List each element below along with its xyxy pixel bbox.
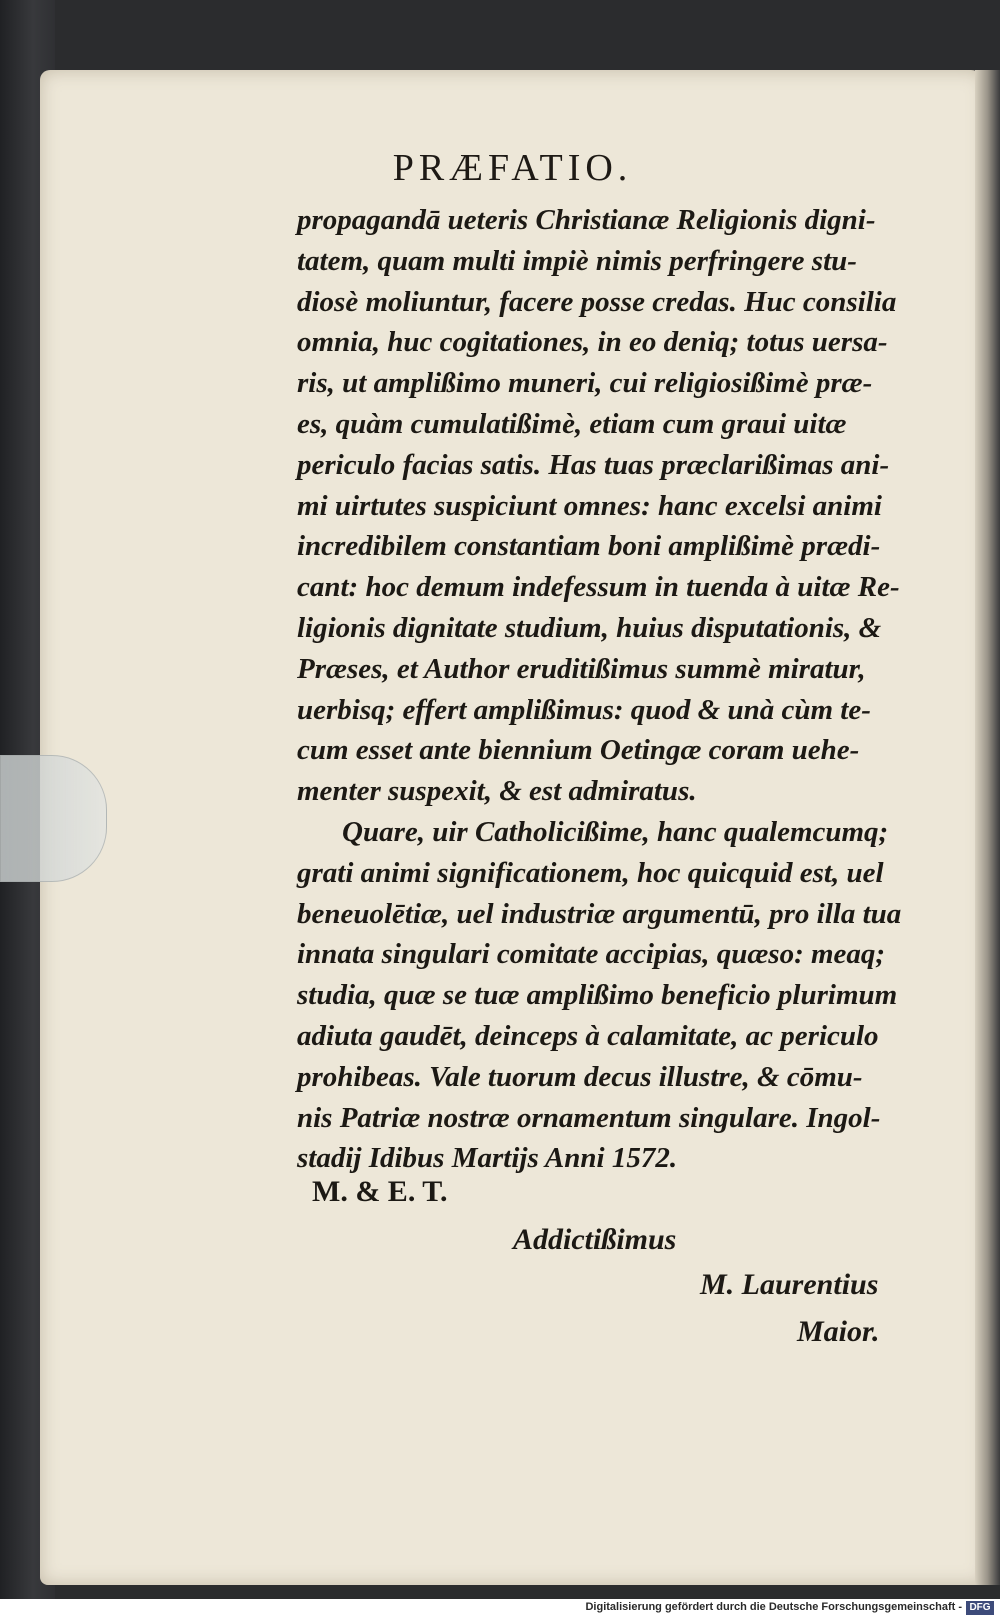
text-line: es, quàm cumulatißimè, etiam cum graui uitæ xyxy=(297,407,847,440)
text-line: uerbisq; effert amplißimus: quod & unà cùm te- xyxy=(297,693,871,726)
body-text xyxy=(297,200,947,1179)
book-page xyxy=(40,70,985,1585)
text-line: cum esset ante biennium Oetingæ coram uehe- xyxy=(297,734,860,767)
signature-initials: M. & E. T. xyxy=(312,1175,448,1208)
signature-closing: Addictißimus xyxy=(513,1223,677,1256)
running-head: PRÆFATIO. xyxy=(392,147,633,189)
page-edge xyxy=(975,70,1000,1585)
text-line: innata singulari comitate accipias, quæso: meaq; xyxy=(297,938,886,971)
text-line: propagandā ueteris Christianæ Religionis digni- xyxy=(297,204,876,236)
text-line: omnia, huc cogitationes, in eo deniq; totus uersa- xyxy=(297,326,888,359)
text-line: stadij Idibus Martijs Anni 1572. xyxy=(297,1142,678,1175)
text-line: prohibeas. Vale tuorum decus illustre, & cōmu- xyxy=(297,1060,863,1093)
text-line: mi uirtutes suspiciunt omnes: hanc excelsi animi xyxy=(297,489,882,522)
text-line: grati animi significationem, hoc quicquid est, uel xyxy=(297,856,884,889)
text-line: ligionis dignitate studium, huius disputationis, & xyxy=(297,611,882,644)
text-line: tatem, quam multi impiè nimis perfringere stu- xyxy=(297,244,857,277)
text-line: adiuta gaudēt, deinceps à calamitate, ac periculo xyxy=(297,1019,879,1052)
text-line: Præses, et Author eruditißimus summè miratur, xyxy=(297,652,866,685)
text-line: ris, ut amplißimo muneri, cui religiosißimè præ- xyxy=(297,367,873,400)
signature-name: M. Laurentius xyxy=(700,1268,879,1301)
page-clip xyxy=(0,755,107,882)
text-line: diosè moliuntur, facere posse credas. Huc consilia xyxy=(297,285,897,318)
dfg-logo: DFG xyxy=(966,1601,994,1615)
text-line: beneuolētiæ, uel industriæ argumentū, pro illa tua xyxy=(297,897,902,930)
text-line: menter suspexit, & est admiratus. xyxy=(297,775,697,808)
text-line: nis Patriæ nostræ ornamentum singulare. Ingol- xyxy=(297,1101,881,1134)
text-line: incredibilem constantiam boni amplißimè prædi- xyxy=(297,530,881,563)
text-line: periculo facias satis. Has tuas præclarißimas ani- xyxy=(297,448,890,481)
text-line: Quare, uir Catholicißime, hanc qualemcumq; xyxy=(342,815,889,848)
footer-credit: Digitalisierung gefördert durch die Deutsche Forschungsgemeinschaft - xyxy=(585,1601,962,1613)
signature-surname: Maior. xyxy=(797,1315,880,1348)
text-line: studia, quæ se tuæ amplißimo beneficio plurimum xyxy=(297,979,898,1012)
text-line: cant: hoc demum indefessum in tuenda à uitæ Re- xyxy=(297,571,900,604)
